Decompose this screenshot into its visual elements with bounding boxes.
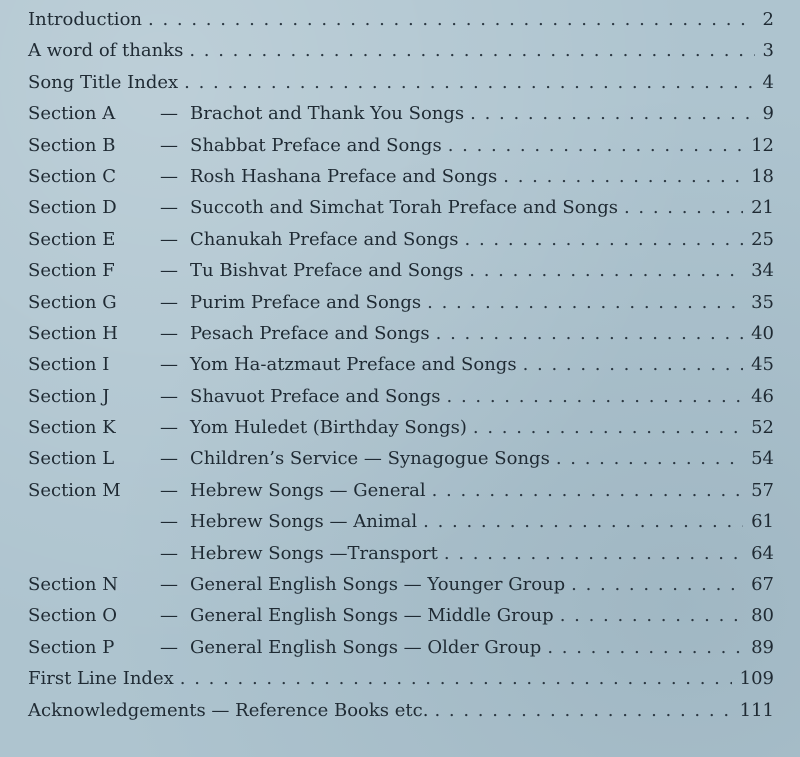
toc-row	[0, 475, 800, 506]
page-number: 46	[751, 385, 774, 407]
em-dash: —	[160, 385, 178, 407]
dot-leader	[473, 412, 743, 443]
page-number: 25	[751, 228, 774, 250]
section-label: Section C	[28, 165, 116, 187]
em-dash: —	[160, 165, 178, 187]
toc-row	[0, 98, 800, 129]
table-of-contents	[0, 4, 800, 726]
toc-row	[0, 632, 800, 663]
entry-title: Hebrew Songs — Animal	[190, 511, 418, 533]
entry-title: Yom Ha-atzmaut Preface and Songs	[190, 354, 517, 376]
toc-row	[0, 600, 800, 631]
page-number: 109	[739, 668, 774, 690]
dot-leader	[624, 192, 743, 223]
entry-title: First Line Index	[28, 668, 174, 690]
page-number: 80	[751, 605, 774, 627]
dot-leader	[556, 443, 743, 474]
toc-row	[0, 381, 800, 412]
dot-leader	[523, 349, 744, 380]
section-label: Section P	[28, 636, 115, 658]
entry-title: Introduction	[28, 9, 142, 30]
toc-row	[0, 4, 800, 35]
page-number: 61	[751, 511, 774, 533]
dot-leader	[503, 161, 743, 192]
entry-title: Children’s Service — Synagogue Songs	[190, 448, 550, 470]
section-label: Section L	[28, 448, 115, 470]
em-dash: —	[160, 322, 178, 344]
section-label: Section I	[28, 354, 110, 376]
toc-row	[0, 318, 800, 349]
dot-leader	[434, 695, 731, 726]
entry-title: Chanukah Preface and Songs	[190, 228, 459, 250]
entry-title: General English Songs — Older Group	[190, 636, 542, 658]
entry-title: Song Title Index	[28, 71, 179, 93]
toc-row	[0, 287, 800, 318]
dot-leader	[465, 224, 744, 255]
page-number: 21	[751, 197, 774, 219]
toc-row	[0, 255, 800, 286]
dot-leader	[547, 632, 743, 663]
section-label: Section H	[28, 322, 118, 344]
toc-row	[0, 663, 800, 694]
entry-title: Yom Huledet (Birthday Songs)	[190, 417, 467, 439]
em-dash: —	[160, 134, 178, 156]
toc-row	[0, 67, 800, 98]
dot-leader	[560, 600, 743, 631]
toc-row	[0, 506, 800, 537]
em-dash: —	[160, 103, 178, 125]
dot-leader	[470, 98, 754, 129]
section-label: Section K	[28, 417, 116, 439]
entry-title: Purim Preface and Songs	[190, 291, 422, 313]
dot-leader	[180, 663, 732, 694]
page-number: 2	[762, 9, 774, 30]
dot-leader	[469, 255, 743, 286]
dot-leader	[432, 475, 744, 506]
toc-row	[0, 695, 800, 726]
entry-title: Brachot and Thank You Songs	[190, 103, 465, 125]
em-dash: —	[160, 228, 178, 250]
page-number: 4	[762, 71, 774, 93]
toc-row	[0, 412, 800, 443]
section-label: Section B	[28, 134, 116, 156]
em-dash: —	[160, 542, 178, 564]
toc-row	[0, 569, 800, 600]
em-dash: —	[160, 448, 178, 470]
entry-title: A word of thanks	[28, 40, 184, 62]
page-number: 34	[751, 260, 774, 282]
dot-leader	[148, 4, 755, 35]
page-number: 52	[751, 417, 774, 439]
entry-title: Rosh Hashana Preface and Songs	[190, 165, 498, 187]
page-number: 111	[739, 699, 774, 721]
entry-title: Acknowledgements — Reference Books etc.	[28, 699, 429, 721]
dot-leader	[423, 506, 743, 537]
em-dash: —	[160, 605, 178, 627]
dot-leader	[444, 538, 743, 569]
em-dash: —	[160, 417, 178, 439]
entry-title: Hebrew Songs —Transport	[190, 542, 438, 564]
page-number: 12	[751, 134, 774, 156]
dot-leader	[189, 35, 754, 66]
page-number: 18	[751, 165, 774, 187]
page-number: 3	[762, 40, 774, 62]
dot-leader	[184, 67, 754, 98]
dot-leader	[447, 381, 744, 412]
entry-title: Shabbat Preface and Songs	[190, 134, 442, 156]
toc-row	[0, 130, 800, 161]
em-dash: —	[160, 197, 178, 219]
toc-row	[0, 224, 800, 255]
em-dash: —	[160, 260, 178, 282]
entry-title: Succoth and Simchat Torah Preface and Songs	[190, 197, 618, 219]
entry-title: General English Songs — Middle Group	[190, 605, 554, 627]
page-number: 89	[751, 636, 774, 658]
page-number: 64	[751, 542, 774, 564]
toc-row	[0, 192, 800, 223]
page-number: 35	[751, 291, 774, 313]
em-dash: —	[160, 636, 178, 658]
section-label: Section N	[28, 574, 118, 596]
page-number: 9	[762, 103, 774, 125]
entry-title: Tu Bishvat Preface and Songs	[190, 260, 464, 282]
section-label: Section O	[28, 605, 117, 627]
page-number: 67	[751, 574, 774, 596]
entry-title: General English Songs — Younger Group	[190, 574, 566, 596]
toc-row	[0, 349, 800, 380]
em-dash: —	[160, 574, 178, 596]
page-number: 57	[751, 479, 774, 501]
dot-leader	[427, 287, 743, 318]
em-dash: —	[160, 291, 178, 313]
em-dash: —	[160, 354, 178, 376]
em-dash: —	[160, 479, 178, 501]
dot-leader	[436, 318, 743, 349]
toc-row	[0, 443, 800, 474]
page-number: 40	[751, 322, 774, 344]
page-number: 45	[751, 354, 774, 376]
section-label: Section F	[28, 260, 115, 282]
em-dash: —	[160, 511, 178, 533]
dot-leader	[571, 569, 743, 600]
section-label: Section G	[28, 291, 117, 313]
toc-row	[0, 538, 800, 569]
section-label: Section A	[28, 103, 116, 125]
section-label: Section J	[28, 385, 110, 407]
section-label: Section M	[28, 479, 121, 501]
entry-title: Pesach Preface and Songs	[190, 322, 430, 344]
entry-title: Shavuot Preface and Songs	[190, 385, 441, 407]
page-number: 54	[751, 448, 774, 470]
section-label: Section D	[28, 197, 117, 219]
entry-title: Hebrew Songs — General	[190, 479, 426, 501]
toc-row	[0, 35, 800, 66]
toc-row	[0, 161, 800, 192]
dot-leader	[448, 130, 743, 161]
section-label: Section E	[28, 228, 116, 250]
